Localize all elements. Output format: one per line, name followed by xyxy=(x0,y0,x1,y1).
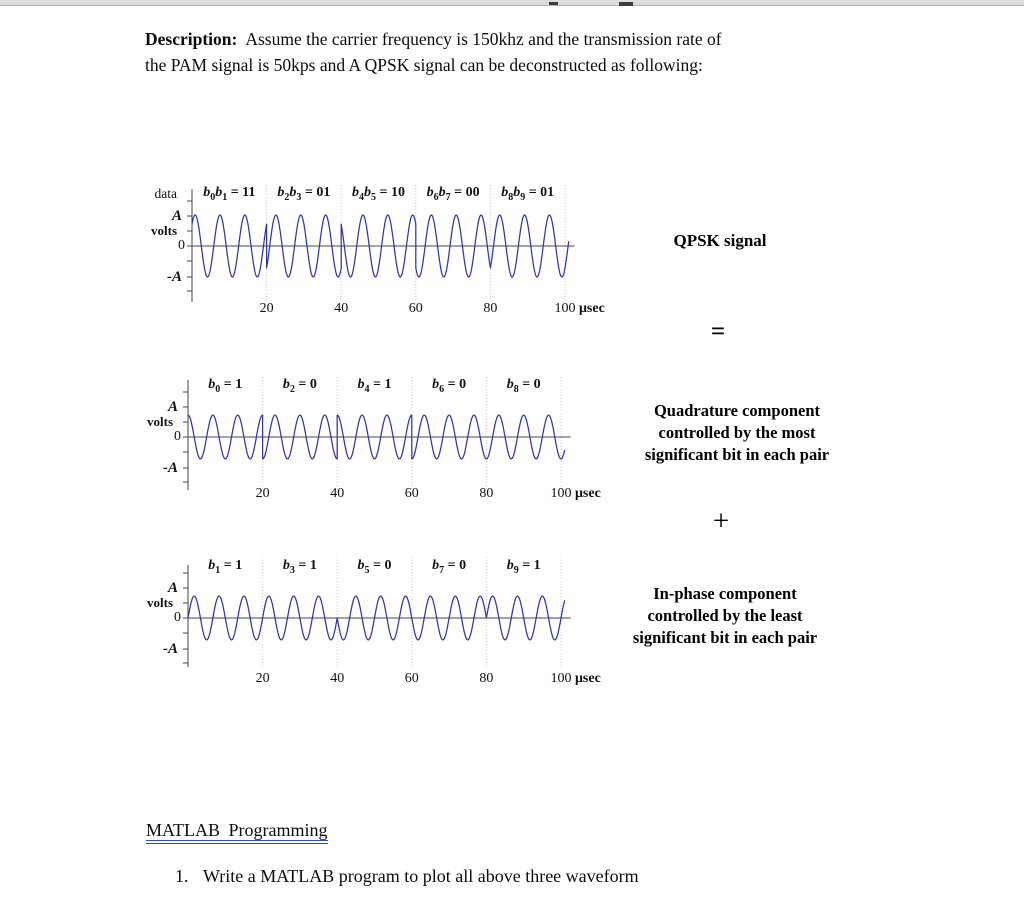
x-tick-label: 100 xyxy=(554,301,576,316)
caption-line: controlled by the least xyxy=(647,606,803,625)
task-list-item xyxy=(175,866,639,887)
segment-bit-label: $b_6b_7 = 00$ xyxy=(426,185,480,203)
caption-line: controlled by the most xyxy=(658,423,816,442)
y-label-zero: 0 xyxy=(174,610,181,625)
segment-bit-label: $b_1 = 1$ xyxy=(208,558,243,576)
x-tick-label: 80 xyxy=(483,301,498,316)
x-tick-label: 60 xyxy=(404,486,419,501)
y-axis-unit: volts xyxy=(151,223,177,238)
quadrature-caption xyxy=(612,400,862,466)
x-axis-unit: μsec xyxy=(575,671,601,686)
data-corner-label: data xyxy=(154,186,177,201)
x-tick-label: 100 xyxy=(550,486,572,501)
segment-bit-label: $b_6 = 0$ xyxy=(432,377,467,395)
y-label-neg-amplitude: -A xyxy=(163,641,178,657)
description-label: Description: xyxy=(145,29,238,49)
segment-bit-label: $b_0b_1 = 11$ xyxy=(203,185,256,203)
caption-line: significant bit in each pair xyxy=(632,628,818,647)
segment-bit-label: $b_0 = 1$ xyxy=(208,377,243,395)
segment-bit-label: $b_2 = 0$ xyxy=(282,377,317,395)
y-axis-unit: volts xyxy=(147,414,173,429)
x-tick-label: 60 xyxy=(408,301,423,316)
x-tick-label: 60 xyxy=(404,671,419,686)
segment-bit-label: $b_5 = 0$ xyxy=(357,558,392,576)
x-tick-label: 40 xyxy=(330,671,345,686)
y-label-amplitude: A xyxy=(171,208,182,224)
matlab-heading[interactable] xyxy=(146,820,328,841)
segment-bit-label: $b_9 = 1$ xyxy=(506,558,541,576)
y-label-zero: 0 xyxy=(178,238,185,253)
segment-bit-label: $b_3 = 1$ xyxy=(282,558,317,576)
segment-bit-label: $b_4 = 1$ xyxy=(357,377,392,395)
segment-bit-label: $b_2b_3 = 01$ xyxy=(277,185,331,203)
caption-line: In-phase component xyxy=(653,584,797,603)
equals-operator: = xyxy=(710,318,726,345)
y-label-amplitude: A xyxy=(167,399,178,415)
y-label-amplitude: A xyxy=(167,580,178,596)
y-axis-unit: volts xyxy=(147,595,173,610)
x-tick-label: 40 xyxy=(330,486,345,501)
segment-bit-label: $b_8 = 0$ xyxy=(506,377,541,395)
segment-bit-label: $b_8b_9 = 01$ xyxy=(501,185,555,203)
x-axis-unit: μsec xyxy=(579,301,605,316)
inphase-caption xyxy=(600,583,850,649)
x-tick-label: 20 xyxy=(255,486,270,501)
y-label-neg-amplitude: -A xyxy=(163,460,178,476)
task-number: 1. xyxy=(175,866,189,886)
x-tick-label: 20 xyxy=(259,301,274,316)
qpsk-signal-label: QPSK signal xyxy=(673,231,767,250)
caption-line: Quadrature component xyxy=(653,401,821,420)
y-label-neg-amplitude: -A xyxy=(167,269,182,285)
segment-bit-label: $b_4b_5 = 10$ xyxy=(352,185,405,203)
x-tick-label: 100 xyxy=(550,671,572,686)
x-axis-unit: μsec xyxy=(575,486,601,501)
description-text-1: Assume the carrier frequency is 150khz and the transmission rate of xyxy=(245,29,722,49)
y-label-zero: 0 xyxy=(174,429,181,444)
task-text: Write a MATLAB program to plot all above three waveform xyxy=(203,866,639,886)
segment-bit-label: $b_7 = 0$ xyxy=(432,558,467,576)
plus-operator: + xyxy=(712,505,730,537)
caption-line: significant bit in each pair xyxy=(644,445,830,464)
x-tick-label: 40 xyxy=(334,301,349,316)
x-tick-label: 20 xyxy=(255,671,270,686)
description-text-2: the PAM signal is 50kps and A QPSK signal can be deconstructed as following: xyxy=(145,54,703,75)
matlab-heading-text[interactable]: MATLAB Programming xyxy=(146,820,328,844)
x-tick-label: 80 xyxy=(479,671,494,686)
x-tick-label: 80 xyxy=(479,486,494,501)
